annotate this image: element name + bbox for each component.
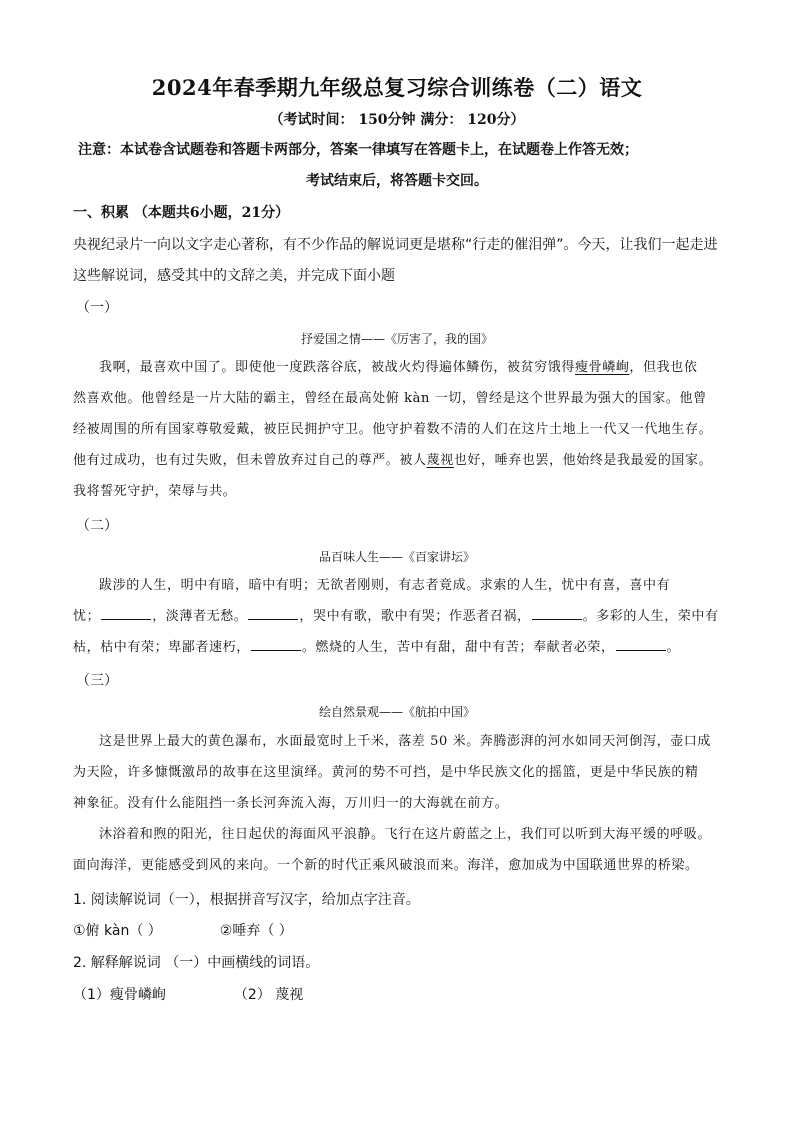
part1-line-1: 我啊，最喜欢中国了。即使他一度跌落谷底，被战火灼得遍体鳞伤，被贫穷饿得瘦骨嶙峋，但我也依 xyxy=(99,360,698,375)
intro-line-1: 央视纪录片一向以文字走心著称，有不少作品的解说词更是堪称“行走的催泪弹”。今天，让我们一起走进 xyxy=(73,237,718,253)
part-label-2: （二） xyxy=(76,518,118,534)
part3-p1-line-2: 为天险，许多慷慨激昂的故事在这里演绎。黄河的势不可挡，是中华民族文化的摇篮，更是中华民族的精 xyxy=(73,765,699,780)
part3-passage xyxy=(73,726,731,881)
part1-heading: 抒爱国之情——《厉害了，我的国》 xyxy=(300,332,493,346)
fill-blank-3[interactable] xyxy=(532,605,582,620)
question-2-item-2[interactable]: （2） 蔑视 xyxy=(233,987,304,1003)
question-2: 2. 解释解说词 （一）中画横线的词语。 xyxy=(73,955,320,971)
part3-p2-line-1: 沐浴着和煦的阳光，往日起伏的海面风平浪静。飞行在这片蔚蓝之上，我们可以听到大海平缓的呼吸。 xyxy=(99,827,712,842)
fill-blank-4[interactable] xyxy=(251,636,301,651)
part2-line-2: 忧； ，淡薄者无愁。 ，哭中有歌，歌中有哭；作恶者召祸， 。多彩的人生，荣中有 xyxy=(73,601,731,632)
fill-blank-5[interactable] xyxy=(616,636,666,651)
underlined-word-mieshi: 蔑视 xyxy=(426,453,454,468)
question-2-items xyxy=(73,984,303,1004)
part2-line-3: 枯，枯中有荣；卑鄙者速朽， 。燃烧的人生，苦中有甜，甜中有苦；奉献者必荣， 。 xyxy=(73,632,731,663)
question-1-item-a[interactable]: ①俯 kàn（ ） xyxy=(73,923,162,939)
part2-line-1: 跋涉的人生，明中有暗，暗中有明；无欲者刚则，有志者竟成。求索的人生，忧中有喜，喜中有 xyxy=(99,578,671,593)
intro-line-2: 这些解说词，感受其中的文辞之美，并完成下面小题 xyxy=(73,268,395,284)
question-1-items xyxy=(73,920,293,940)
part1-line-3: 经被周围的所有国家尊敬爱戴，被臣民拥护守卫。他守护着数不清的人们在这片土地上一代又一代地生存。 xyxy=(73,422,713,437)
question-1: 1. 阅读解说词（一），根据拼音写汉字，给加点字注音。 xyxy=(73,892,420,908)
part3-p2-line-2: 面向海洋，更能感受到风的来向。一个新的时代正乘风破浪而来。海洋，愈加成为中国联通世界的桥梁。 xyxy=(73,858,699,873)
part3-p1-line-3: 神象征。没有什么能阻挡一条长河奔流入海，万川归一的大海就在前方。 xyxy=(73,796,509,811)
question-2-item-1[interactable]: （1）瘦骨嶙峋 xyxy=(73,987,166,1003)
part1-line-4: 他有过成功，也有过失败，但未曾放弃过自己的尊严。被人蔑视也好，唾弃也罢，他始终是我最爱的国家。 xyxy=(73,453,713,468)
notice-line-1: 注意：本试卷含试题卷和答题卡两部分，答案一律填写在答题卡上，在试题卷上作答无效； xyxy=(78,142,638,158)
part-label-3: （三） xyxy=(76,673,118,689)
fill-blank-2[interactable] xyxy=(248,605,298,620)
part3-heading: 绘自然景观——《航拍中国》 xyxy=(318,705,475,719)
section-heading: 一、积累 （本题共6小题，21分） xyxy=(73,205,290,221)
part3-p1-line-1: 这是世界上最大的黄色瀑布，水面最宽时上千米，落差 50 米。奔腾澎湃的河水如同天河倒泻，壶口成 xyxy=(99,734,712,749)
page-title: 2024年春季期九年级总复习综合训练卷（二）语文 xyxy=(151,75,643,100)
question-1-item-b[interactable]: ②唾弃（ ） xyxy=(219,923,293,939)
part2-passage xyxy=(73,570,731,663)
underlined-word-shougu: 瘦骨嶙峋 xyxy=(575,360,630,375)
part2-heading: 品百味人生——《百家讲坛》 xyxy=(318,550,475,564)
exam-time-info: （考试时间： 150分钟 满分： 120分） xyxy=(269,112,525,128)
part1-line-2: 然喜欢他。他曾经是一片大陆的霸主，曾经在最高处俯 kàn 一切，曾经是这个世界最为强大的国家。他曾 xyxy=(73,391,707,406)
part1-passage xyxy=(73,352,731,507)
fill-blank-1[interactable] xyxy=(101,605,151,620)
part-label-1: （一） xyxy=(76,300,118,316)
notice-line-2: 考试结束后，将答题卡交回。 xyxy=(306,173,488,189)
part1-line-5: 我将誓死守护，荣辱与共。 xyxy=(73,484,237,499)
